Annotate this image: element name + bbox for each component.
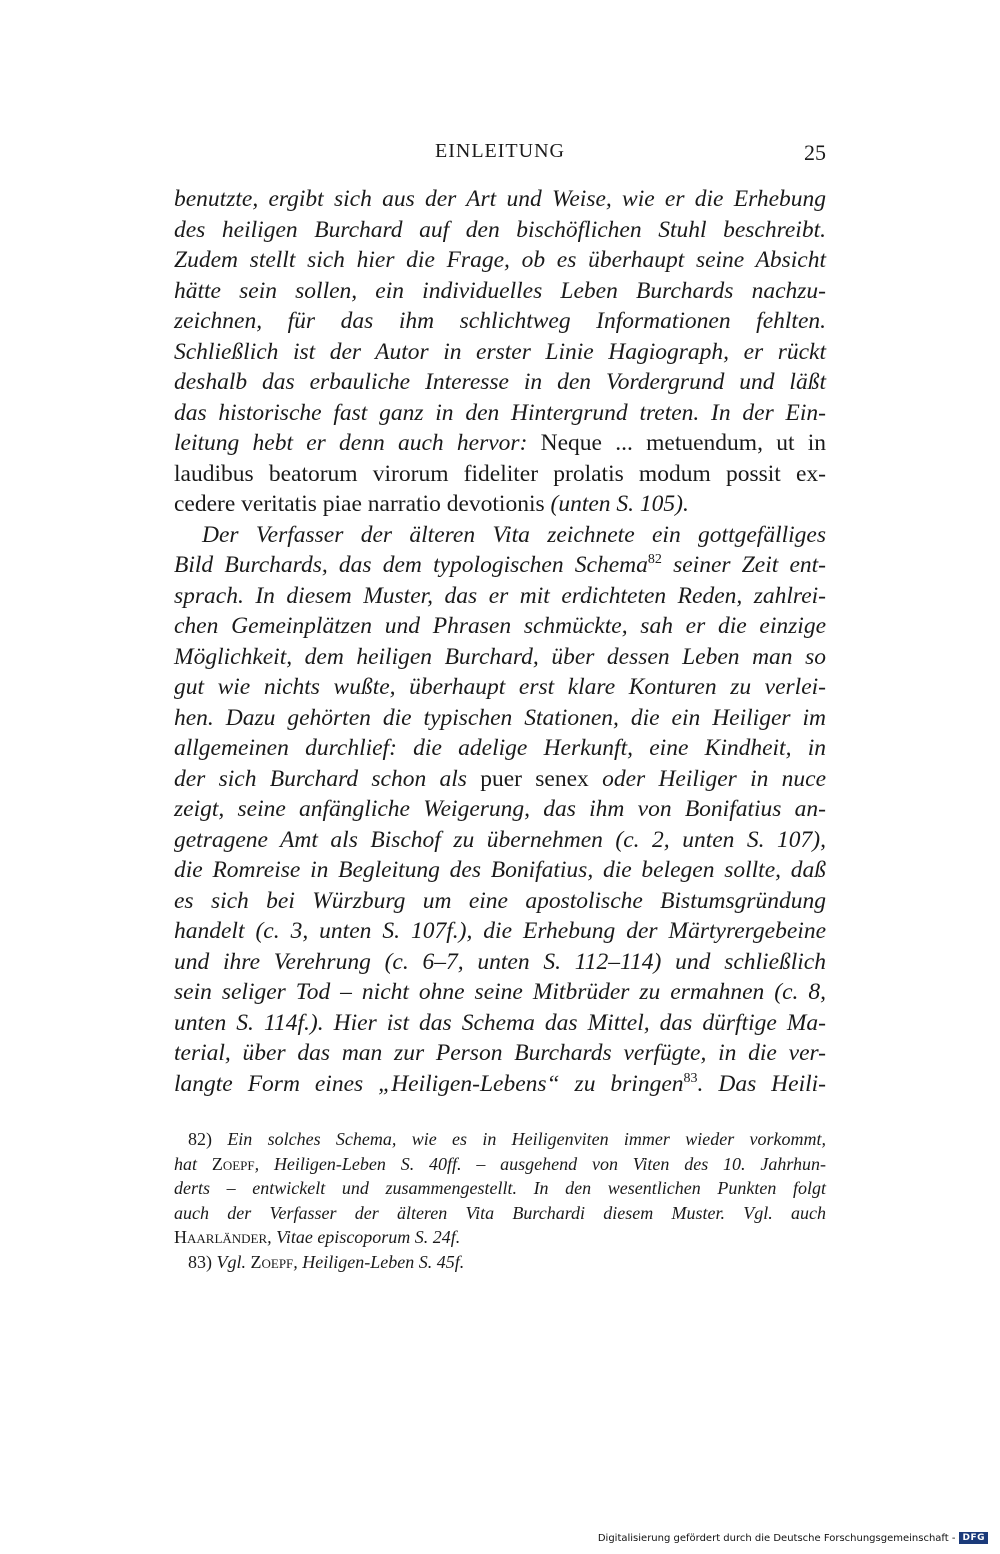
author-name: Zoepf	[211, 1153, 255, 1174]
text-line: deshalb das erbauliche Interesse in den Vordergrund und läßt	[174, 369, 826, 395]
text-line	[174, 1069, 826, 1100]
text-line: das historische fast ganz in den Hintergrund treten. In der Ein-	[174, 399, 826, 426]
footnote-ref-82[interactable]: 82	[647, 552, 662, 567]
footnote-text: Vgl.	[216, 1251, 251, 1272]
author-name: Haarländer	[174, 1227, 268, 1247]
text-line: hätte sein sollen, ein individuelles Leben Burchards nachzu-	[174, 277, 826, 304]
latin-quotation-line: laudibus beatorum virorum fideliter prolatis modum possit ex-	[174, 460, 826, 487]
text-line: sprach. In diesem Muster, das er mit erdichteten Reden, zahlrei-	[174, 582, 826, 609]
body-text	[174, 184, 826, 1099]
footnote-text: , Vitae episcoporum S. 24f.	[267, 1227, 461, 1247]
text-line	[174, 550, 826, 581]
text-line: getragene Amt als Bischof zu übernehmen (c. 2, unten S. 107),	[174, 826, 826, 853]
footnote-text: , Heiligen-Leben S. 40ff. – ausgehend von Viten des 10. Jahrhun-	[254, 1153, 826, 1174]
text-segment: Bild Burchards, das dem typologischen Schema	[174, 552, 648, 578]
text-line: chen Gemeinplätzen und Phrasen schmückte, sah er die einzige	[174, 613, 826, 639]
page-number: 25	[804, 140, 826, 165]
footnote-line	[174, 1127, 826, 1152]
text-line: es sich bei Würzburg um eine apostolische Bistumsgründung	[174, 887, 826, 914]
text-line: zeigt, seine anfängliche Weigerung, das ihm von Bonifatius an-	[174, 796, 826, 822]
text-line: unten S. 114f.). Hier ist das Schema das Mittel, das dürftige Ma-	[174, 1009, 826, 1036]
text-line: allgemeinen durchlief: die adelige Herkunft, eine Kindheit, in	[174, 735, 826, 761]
text-line: handelt (c. 3, unten S. 107f.), die Erhebung der Märtyrergebeine	[174, 918, 826, 944]
text-line	[174, 764, 826, 795]
running-title: EINLEITUNG	[435, 140, 565, 162]
latin-term: puer senex	[480, 765, 589, 792]
text-segment: langte Form eines „Heiligen-Lebens“ zu bringen	[174, 1070, 684, 1097]
funding-credit	[598, 1532, 988, 1544]
paragraph-first-line: Der Verfasser der älteren Vita zeichnete ein gottgefälliges	[202, 521, 826, 548]
text-line: und ihre Verehrung (c. 6–7, unten S. 112–114) und schließlich	[174, 948, 826, 975]
text-line: die Romreise in Begleitung des Bonifatius, die belegen sollte, daß	[174, 857, 826, 883]
footnote-text: hat	[174, 1153, 212, 1174]
text-line: terial, über das man zur Person Burchards verfügte, in die ver-	[174, 1040, 826, 1066]
latin-quotation: cedere veritatis piae narratio devotionis	[174, 491, 551, 517]
text-line: Möglichkeit, dem heiligen Burchard, über dessen Leben man so	[174, 643, 826, 670]
footnote-ref-83[interactable]: 83	[683, 1070, 698, 1086]
footnotes	[174, 1127, 826, 1274]
text-segment: . Das Heili-	[697, 1070, 826, 1097]
credit-text: Digitalisierung gefördert durch die Deutsche Forschungsgemeinschaft -	[597, 1532, 956, 1544]
text-segment: (unten S. 105).	[550, 491, 689, 517]
footnote-line: auch der Verfasser der älteren Vita Burchardi diesem Muster. Vgl. auch	[174, 1202, 826, 1223]
text-line: hen. Dazu gehörten die typischen Stationen, die ein Heiliger im	[174, 704, 826, 731]
dfg-logo: DFG	[959, 1532, 988, 1544]
text-segment: der sich Burchard schon als	[174, 765, 481, 792]
footnote-line: derts – entwickelt und zusammengestellt. In den wesentlichen Punkten folgt	[174, 1178, 826, 1198]
text-line: Schließlich ist der Autor in erster Linie Hagiograph, er rückt	[174, 338, 826, 365]
footnote-82	[174, 1127, 826, 1250]
text-line: sein seliger Tod – nicht ohne seine Mitbrüder zu ermahnen (c. 8,	[174, 979, 826, 1005]
text-line	[174, 489, 826, 520]
footnote-line	[174, 1152, 826, 1177]
footnote-number: 83)	[188, 1251, 217, 1272]
text-segment: seiner Zeit ent-	[661, 552, 826, 578]
footnote-number: 82)	[188, 1129, 228, 1149]
footnote-text: Ein solches Schema, wie es in Heiligenviten immer wieder vorkommt,	[227, 1129, 826, 1149]
footnote-83	[174, 1250, 826, 1275]
author-name: Zoepf	[250, 1251, 294, 1272]
text-line: gut wie nichts wußte, überhaupt erst klare Konturen zu verlei-	[174, 674, 826, 700]
text-segment: leitung hebt er denn auch hervor:	[174, 430, 541, 456]
text-line: zeichnen, für das ihm schlichtweg Informationen fehlten.	[174, 308, 826, 334]
text-line: Zudem stellt sich hier die Frage, ob es überhaupt seine Absicht	[174, 247, 826, 273]
text-line: des heiligen Burchard auf den bischöflichen Stuhl beschreibt.	[174, 216, 826, 243]
text-line: benutzte, ergibt sich aus der Art und Weise, wie er die Erhebung	[174, 186, 826, 212]
footnote-line	[174, 1225, 826, 1250]
text-line	[174, 428, 826, 459]
latin-quotation: Neque ... metuendum, ut in	[540, 430, 827, 456]
running-head	[174, 140, 826, 170]
footnote-line	[174, 1250, 826, 1275]
text-segment: oder Heiliger in nuce	[588, 765, 827, 792]
footnote-text: , Heiligen-Leben S. 45f.	[293, 1251, 465, 1272]
